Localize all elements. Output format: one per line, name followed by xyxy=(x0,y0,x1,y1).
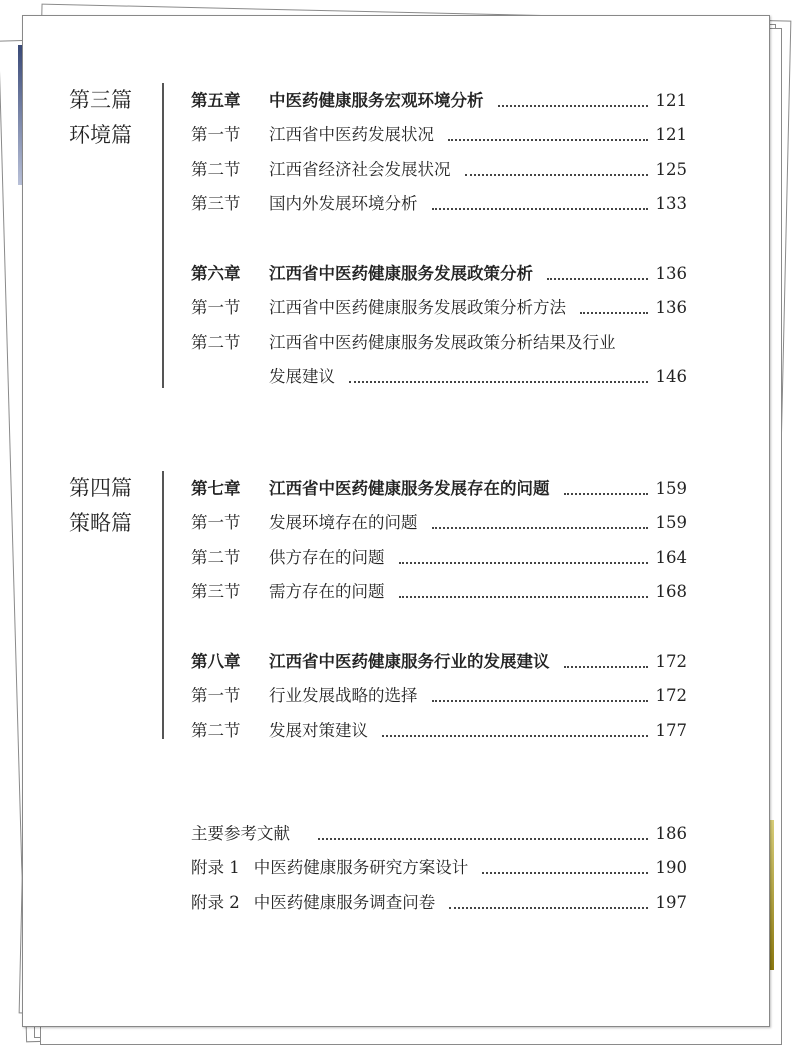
page-number: 172 xyxy=(655,686,687,705)
page-number: 125 xyxy=(655,159,687,179)
toc-section[interactable] xyxy=(191,113,687,148)
page-number: 172 xyxy=(655,651,687,671)
chapter-label: 第六章 xyxy=(191,263,241,283)
section-label: 第三节 xyxy=(191,582,241,601)
section-label: 第一节 xyxy=(191,298,241,317)
section-title: 国内外发展环境分析 xyxy=(269,194,418,213)
dot-leader xyxy=(547,278,648,280)
section-label: 第二节 xyxy=(191,332,241,352)
part-heading xyxy=(69,83,132,153)
dot-leader xyxy=(498,105,648,107)
dot-leader xyxy=(432,527,648,529)
section-title: 江西省中医药健康服务发展政策分析结果及行业 xyxy=(269,332,616,352)
page-number: 164 xyxy=(655,547,687,567)
page-number: 177 xyxy=(655,720,687,740)
page-number: 121 xyxy=(655,90,687,110)
toc-group xyxy=(191,466,687,743)
page-number: 133 xyxy=(655,194,687,213)
section-label: 第一节 xyxy=(191,686,241,705)
page-number: 168 xyxy=(655,582,687,601)
entry-title: 中医药健康服务研究方案设计 xyxy=(253,858,469,877)
page-number: 146 xyxy=(655,367,687,386)
dot-leader xyxy=(318,838,648,840)
toc-section[interactable] xyxy=(191,535,687,570)
chapter-label: 第五章 xyxy=(191,90,241,110)
toc-section[interactable] xyxy=(191,674,687,709)
dot-leader xyxy=(448,139,648,141)
toc-section[interactable] xyxy=(191,182,687,217)
section-title: 供方存在的问题 xyxy=(269,547,385,567)
part-title: 第四篇 xyxy=(69,476,132,500)
toc-section[interactable] xyxy=(191,570,687,605)
section-title: 江西省中医药健康服务发展政策分析方法 xyxy=(269,298,566,317)
section-label: 第二节 xyxy=(191,547,241,567)
dot-leader xyxy=(399,596,648,598)
dot-leader xyxy=(432,700,648,702)
entry-label: 附录 2 xyxy=(191,892,240,912)
section-title: 江西省中医药发展状况 xyxy=(269,125,434,144)
page-number: 136 xyxy=(655,298,687,317)
toc-section[interactable] xyxy=(191,320,687,355)
entry-title: 中医药健康服务调查问卷 xyxy=(253,892,436,912)
chapter-label: 第八章 xyxy=(191,651,241,671)
toc-chapter[interactable] xyxy=(191,466,687,501)
section-title: 行业发展战略的选择 xyxy=(269,686,418,705)
toc-appendix[interactable] xyxy=(191,846,687,881)
page-number: 190 xyxy=(655,858,687,877)
divider-line xyxy=(162,471,164,739)
dot-leader xyxy=(564,493,648,495)
chapter-title: 江西省中医药健康服务发展存在的问题 xyxy=(269,478,550,498)
page-number: 159 xyxy=(655,478,687,498)
page-number: 121 xyxy=(655,125,687,144)
toc-chapter[interactable] xyxy=(191,639,687,674)
dot-leader xyxy=(449,907,647,909)
toc-section[interactable] xyxy=(191,708,687,743)
divider-line xyxy=(162,83,164,388)
dot-leader xyxy=(399,562,648,564)
section-title: 发展环境存在的问题 xyxy=(269,513,418,532)
section-label: 第一节 xyxy=(191,513,241,532)
part-title: 第三篇 xyxy=(69,88,132,112)
part-subtitle: 环境篇 xyxy=(69,123,132,147)
section-title: 发展对策建议 xyxy=(269,720,368,740)
dot-leader xyxy=(482,872,647,874)
dot-leader xyxy=(349,381,648,383)
dot-leader xyxy=(382,735,648,737)
dot-leader xyxy=(465,174,648,176)
toc-page xyxy=(22,15,770,1027)
page-number: 186 xyxy=(655,823,687,843)
toc-appendix[interactable] xyxy=(191,880,687,915)
section-label: 第二节 xyxy=(191,159,241,179)
section-title: 需方存在的问题 xyxy=(269,582,385,601)
section-title: 发展建议 xyxy=(269,367,335,386)
entry-label: 附录 1 xyxy=(191,858,240,877)
dot-leader xyxy=(432,208,648,210)
part-heading xyxy=(69,471,132,541)
page-number: 197 xyxy=(655,892,687,912)
section-title: 江西省经济社会发展状况 xyxy=(269,159,451,179)
chapter-title: 江西省中医药健康服务发展政策分析 xyxy=(269,263,533,283)
dot-leader xyxy=(564,666,648,668)
toc-section[interactable] xyxy=(191,147,687,182)
entry-label: 主要参考文献 xyxy=(191,823,290,843)
toc-references[interactable] xyxy=(191,811,687,846)
back-matter xyxy=(191,811,687,915)
toc-section[interactable] xyxy=(191,286,687,321)
toc-group xyxy=(191,78,687,389)
page-number: 159 xyxy=(655,513,687,532)
chapter-label: 第七章 xyxy=(191,478,241,498)
toc-section[interactable] xyxy=(191,501,687,536)
section-label: 第三节 xyxy=(191,194,241,213)
dot-leader xyxy=(580,312,648,314)
chapter-title: 江西省中医药健康服务行业的发展建议 xyxy=(269,651,550,671)
toc-chapter[interactable] xyxy=(191,251,687,286)
page-number: 136 xyxy=(655,263,687,283)
toc-chapter[interactable] xyxy=(191,78,687,113)
chapter-title: 中医药健康服务宏观环境分析 xyxy=(269,90,484,110)
section-label: 第一节 xyxy=(191,125,241,144)
toc-section-continuation[interactable] xyxy=(191,355,687,390)
part-subtitle: 策略篇 xyxy=(69,511,132,535)
section-label: 第二节 xyxy=(191,720,241,740)
